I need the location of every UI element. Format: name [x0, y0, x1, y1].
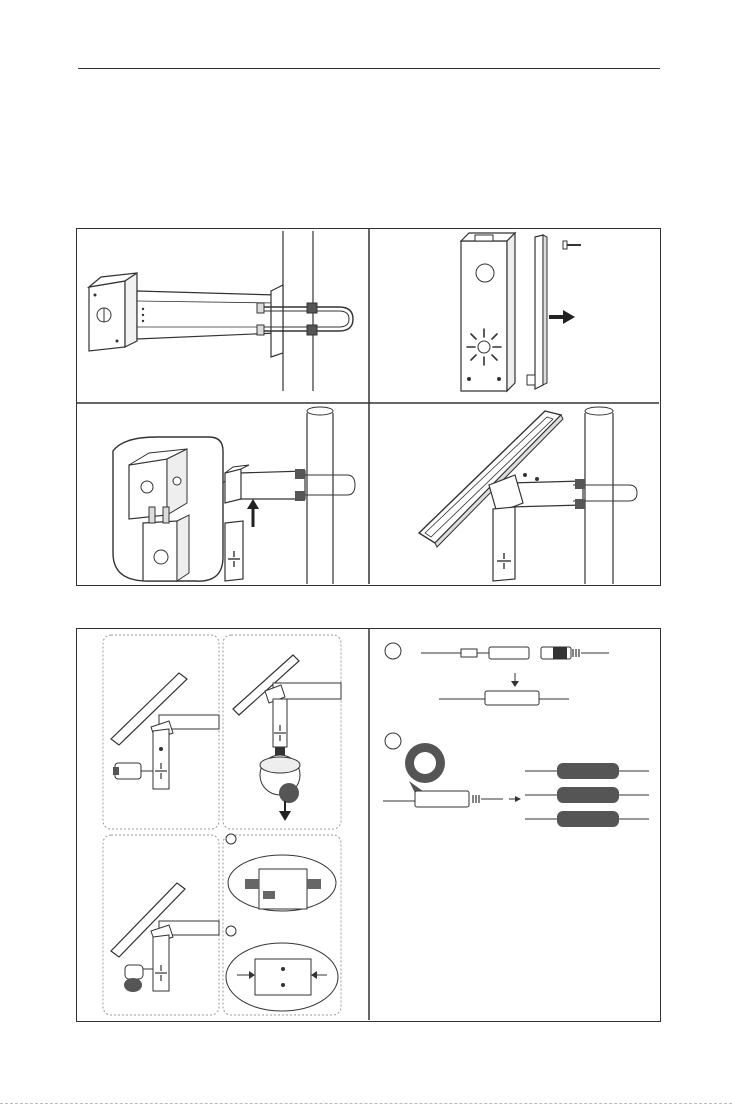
solar-panel-illustration [369, 403, 659, 584]
panel-solar-panel-mounted [369, 403, 659, 584]
cable-connection-illustration [369, 629, 659, 1020]
bracket-pole-illustration [77, 229, 369, 403]
junction-box-illustration [77, 403, 369, 584]
panel-junction-box-attach [77, 403, 369, 584]
panel-camera-mount-options [77, 629, 369, 1020]
header-rule [78, 68, 660, 69]
panel-bracket-on-pole [77, 229, 369, 403]
figure-camera-and-cabling [76, 628, 661, 1022]
panel-cable-connection [369, 629, 659, 1020]
panel-mount-plate-removal [369, 229, 659, 403]
mount-plate-illustration [369, 229, 659, 403]
page-bottom-edge [0, 1103, 732, 1110]
figure-pole-mounting [76, 228, 661, 586]
camera-mount-illustration [77, 629, 369, 1020]
